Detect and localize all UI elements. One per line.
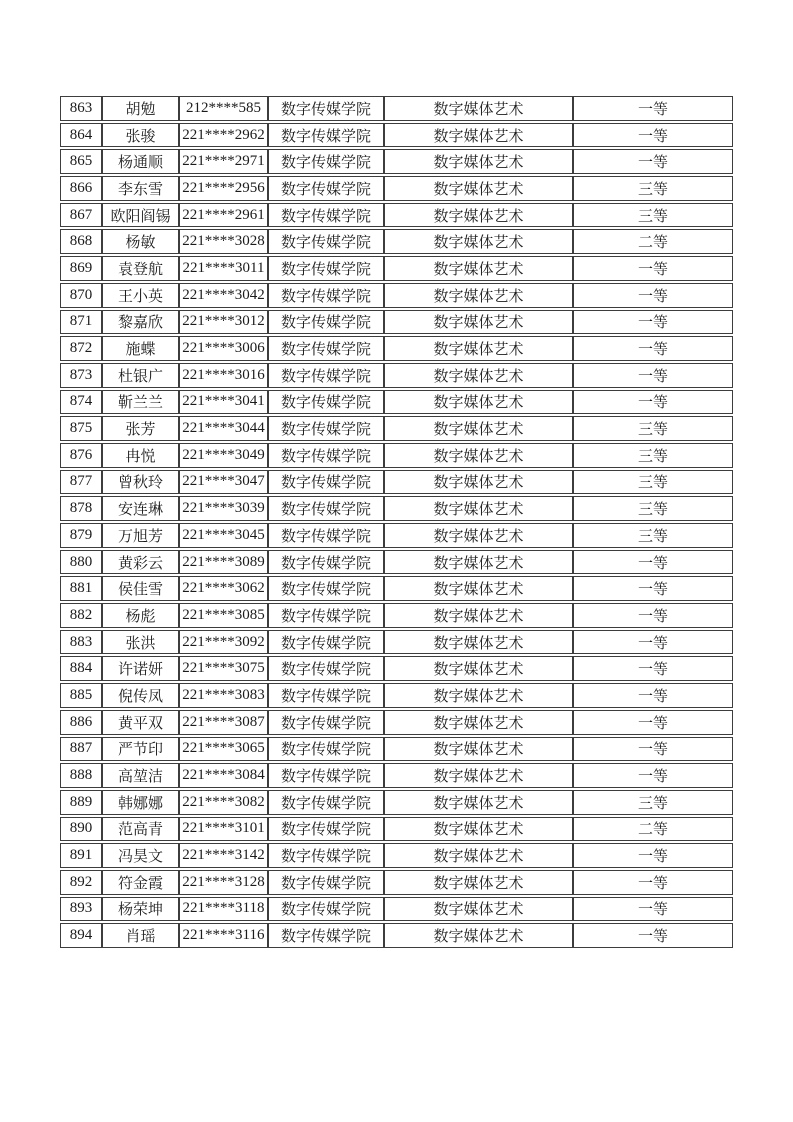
cell-student-name: 高堃洁 — [102, 763, 179, 788]
cell-college: 数字传媒学院 — [268, 550, 384, 575]
cell-student-name: 符金霞 — [102, 870, 179, 895]
cell-student-id: 221****3042 — [179, 283, 268, 308]
cell-major: 数字媒体艺术 — [384, 443, 573, 468]
cell-major: 数字媒体艺术 — [384, 470, 573, 495]
cell-college: 数字传媒学院 — [268, 123, 384, 148]
cell-college: 数字传媒学院 — [268, 390, 384, 415]
cell-student-name: 张骏 — [102, 123, 179, 148]
cell-major: 数字媒体艺术 — [384, 897, 573, 922]
cell-award-level: 三等 — [573, 416, 733, 441]
cell-award-level: 一等 — [573, 843, 733, 868]
cell-row-number: 889 — [60, 790, 102, 815]
cell-student-id: 212****585 — [179, 96, 268, 121]
cell-major: 数字媒体艺术 — [384, 843, 573, 868]
cell-row-number: 867 — [60, 203, 102, 228]
cell-student-id: 221****3016 — [179, 363, 268, 388]
table-row — [60, 523, 733, 548]
cell-student-name: 杨通顺 — [102, 149, 179, 174]
cell-award-level: 一等 — [573, 630, 733, 655]
cell-major: 数字媒体艺术 — [384, 683, 573, 708]
cell-major: 数字媒体艺术 — [384, 390, 573, 415]
cell-row-number: 870 — [60, 283, 102, 308]
cell-student-name: 施蝶 — [102, 336, 179, 361]
table-row — [60, 390, 733, 415]
cell-award-level: 一等 — [573, 710, 733, 735]
cell-college: 数字传媒学院 — [268, 523, 384, 548]
cell-college: 数字传媒学院 — [268, 630, 384, 655]
cell-student-id: 221****2956 — [179, 176, 268, 201]
table-row — [60, 897, 733, 922]
table-row — [60, 630, 733, 655]
cell-row-number: 888 — [60, 763, 102, 788]
cell-row-number: 865 — [60, 149, 102, 174]
cell-student-name: 王小英 — [102, 283, 179, 308]
cell-major: 数字媒体艺术 — [384, 96, 573, 121]
cell-student-name: 袁登航 — [102, 256, 179, 281]
cell-student-name: 杨荣坤 — [102, 897, 179, 922]
cell-college: 数字传媒学院 — [268, 363, 384, 388]
cell-major: 数字媒体艺术 — [384, 710, 573, 735]
cell-student-id: 221****3082 — [179, 790, 268, 815]
cell-college: 数字传媒学院 — [268, 923, 384, 948]
cell-student-name: 靳兰兰 — [102, 390, 179, 415]
table-row — [60, 843, 733, 868]
cell-award-level: 二等 — [573, 229, 733, 254]
table-row — [60, 176, 733, 201]
cell-award-level: 一等 — [573, 763, 733, 788]
cell-student-name: 万旭芳 — [102, 523, 179, 548]
table-row — [60, 149, 733, 174]
table-row — [60, 123, 733, 148]
cell-row-number: 884 — [60, 656, 102, 681]
cell-award-level: 一等 — [573, 390, 733, 415]
cell-college: 数字传媒学院 — [268, 256, 384, 281]
cell-student-id: 221****3142 — [179, 843, 268, 868]
cell-award-level: 一等 — [573, 603, 733, 628]
table-row — [60, 710, 733, 735]
cell-award-level: 一等 — [573, 310, 733, 335]
cell-major: 数字媒体艺术 — [384, 176, 573, 201]
cell-row-number: 879 — [60, 523, 102, 548]
cell-row-number: 890 — [60, 817, 102, 842]
cell-student-id: 221****3101 — [179, 817, 268, 842]
cell-college: 数字传媒学院 — [268, 470, 384, 495]
cell-college: 数字传媒学院 — [268, 683, 384, 708]
cell-row-number: 863 — [60, 96, 102, 121]
cell-award-level: 一等 — [573, 897, 733, 922]
cell-major: 数字媒体艺术 — [384, 229, 573, 254]
cell-college: 数字传媒学院 — [268, 149, 384, 174]
table-row — [60, 496, 733, 521]
cell-award-level: 三等 — [573, 790, 733, 815]
table-row — [60, 96, 733, 121]
cell-college: 数字传媒学院 — [268, 790, 384, 815]
cell-student-name: 张洪 — [102, 630, 179, 655]
cell-row-number: 873 — [60, 363, 102, 388]
cell-award-level: 三等 — [573, 176, 733, 201]
cell-row-number: 886 — [60, 710, 102, 735]
table-row — [60, 416, 733, 441]
cell-major: 数字媒体艺术 — [384, 817, 573, 842]
table-row — [60, 737, 733, 762]
cell-row-number: 891 — [60, 843, 102, 868]
cell-major: 数字媒体艺术 — [384, 283, 573, 308]
cell-college: 数字传媒学院 — [268, 737, 384, 762]
cell-student-name: 杨敏 — [102, 229, 179, 254]
cell-student-id: 221****3011 — [179, 256, 268, 281]
cell-student-name: 黄彩云 — [102, 550, 179, 575]
table-row — [60, 763, 733, 788]
cell-row-number: 882 — [60, 603, 102, 628]
cell-student-name: 范高青 — [102, 817, 179, 842]
cell-major: 数字媒体艺术 — [384, 656, 573, 681]
cell-student-name: 黎嘉欣 — [102, 310, 179, 335]
cell-student-id: 221****2971 — [179, 149, 268, 174]
cell-major: 数字媒体艺术 — [384, 737, 573, 762]
cell-student-id: 221****3075 — [179, 656, 268, 681]
cell-student-name: 肖瑶 — [102, 923, 179, 948]
cell-student-name: 李东雪 — [102, 176, 179, 201]
cell-student-id: 221****3092 — [179, 630, 268, 655]
cell-row-number: 885 — [60, 683, 102, 708]
cell-student-name: 韩娜娜 — [102, 790, 179, 815]
cell-student-id: 221****3084 — [179, 763, 268, 788]
cell-major: 数字媒体艺术 — [384, 630, 573, 655]
cell-student-name: 安连琳 — [102, 496, 179, 521]
cell-row-number: 871 — [60, 310, 102, 335]
cell-student-name: 张芳 — [102, 416, 179, 441]
cell-major: 数字媒体艺术 — [384, 310, 573, 335]
cell-student-name: 黄平双 — [102, 710, 179, 735]
table-row — [60, 470, 733, 495]
table-row — [60, 790, 733, 815]
cell-row-number: 880 — [60, 550, 102, 575]
cell-student-name: 杜银广 — [102, 363, 179, 388]
table-row — [60, 310, 733, 335]
cell-row-number: 887 — [60, 737, 102, 762]
cell-student-name: 侯佳雪 — [102, 576, 179, 601]
cell-row-number: 878 — [60, 496, 102, 521]
cell-student-id: 221****3083 — [179, 683, 268, 708]
table-row — [60, 576, 733, 601]
cell-student-name: 冯昊文 — [102, 843, 179, 868]
cell-student-name: 欧阳阎锡 — [102, 203, 179, 228]
cell-major: 数字媒体艺术 — [384, 256, 573, 281]
cell-major: 数字媒体艺术 — [384, 416, 573, 441]
cell-row-number: 877 — [60, 470, 102, 495]
cell-major: 数字媒体艺术 — [384, 203, 573, 228]
table-row — [60, 336, 733, 361]
table-row — [60, 817, 733, 842]
cell-award-level: 三等 — [573, 496, 733, 521]
award-table-body — [60, 96, 733, 948]
cell-student-id: 221****3006 — [179, 336, 268, 361]
table-row — [60, 870, 733, 895]
cell-college: 数字传媒学院 — [268, 176, 384, 201]
cell-row-number: 892 — [60, 870, 102, 895]
cell-award-level: 一等 — [573, 683, 733, 708]
cell-student-id: 221****2961 — [179, 203, 268, 228]
cell-college: 数字传媒学院 — [268, 443, 384, 468]
cell-major: 数字媒体艺术 — [384, 523, 573, 548]
cell-student-id: 221****2962 — [179, 123, 268, 148]
table-row — [60, 229, 733, 254]
cell-row-number: 868 — [60, 229, 102, 254]
cell-award-level: 二等 — [573, 817, 733, 842]
cell-student-id: 221****3128 — [179, 870, 268, 895]
cell-college: 数字传媒学院 — [268, 496, 384, 521]
cell-award-level: 一等 — [573, 576, 733, 601]
cell-award-level: 一等 — [573, 256, 733, 281]
cell-college: 数字传媒学院 — [268, 710, 384, 735]
cell-row-number: 883 — [60, 630, 102, 655]
cell-major: 数字媒体艺术 — [384, 363, 573, 388]
cell-major: 数字媒体艺术 — [384, 870, 573, 895]
cell-student-id: 221****3116 — [179, 923, 268, 948]
cell-student-name: 严节印 — [102, 737, 179, 762]
cell-student-name: 曾秋玲 — [102, 470, 179, 495]
cell-major: 数字媒体艺术 — [384, 336, 573, 361]
cell-college: 数字传媒学院 — [268, 603, 384, 628]
cell-award-level: 一等 — [573, 123, 733, 148]
table-row — [60, 603, 733, 628]
cell-student-id: 221****3087 — [179, 710, 268, 735]
cell-major: 数字媒体艺术 — [384, 923, 573, 948]
cell-student-id: 221****3118 — [179, 897, 268, 922]
cell-row-number: 874 — [60, 390, 102, 415]
table-row — [60, 443, 733, 468]
award-table — [60, 94, 733, 950]
cell-student-id: 221****3041 — [179, 390, 268, 415]
cell-student-name: 杨彪 — [102, 603, 179, 628]
cell-award-level: 一等 — [573, 870, 733, 895]
cell-student-id: 221****3085 — [179, 603, 268, 628]
cell-major: 数字媒体艺术 — [384, 149, 573, 174]
cell-student-name: 冉悦 — [102, 443, 179, 468]
cell-college: 数字传媒学院 — [268, 576, 384, 601]
cell-award-level: 三等 — [573, 203, 733, 228]
cell-award-level: 一等 — [573, 283, 733, 308]
cell-college: 数字传媒学院 — [268, 416, 384, 441]
table-row — [60, 923, 733, 948]
cell-student-id: 221****3047 — [179, 470, 268, 495]
cell-row-number: 872 — [60, 336, 102, 361]
table-row — [60, 363, 733, 388]
table-row — [60, 656, 733, 681]
table-row — [60, 683, 733, 708]
cell-student-id: 221****3044 — [179, 416, 268, 441]
table-row — [60, 256, 733, 281]
cell-row-number: 869 — [60, 256, 102, 281]
cell-row-number: 893 — [60, 897, 102, 922]
cell-row-number: 864 — [60, 123, 102, 148]
table-row — [60, 203, 733, 228]
cell-student-id: 221****3065 — [179, 737, 268, 762]
cell-college: 数字传媒学院 — [268, 203, 384, 228]
cell-college: 数字传媒学院 — [268, 96, 384, 121]
cell-student-id: 221****3012 — [179, 310, 268, 335]
cell-award-level: 一等 — [573, 550, 733, 575]
cell-award-level: 一等 — [573, 336, 733, 361]
cell-major: 数字媒体艺术 — [384, 790, 573, 815]
cell-college: 数字传媒学院 — [268, 897, 384, 922]
cell-award-level: 一等 — [573, 96, 733, 121]
cell-college: 数字传媒学院 — [268, 336, 384, 361]
cell-student-id: 221****3028 — [179, 229, 268, 254]
cell-student-id: 221****3039 — [179, 496, 268, 521]
cell-row-number: 894 — [60, 923, 102, 948]
cell-award-level: 一等 — [573, 923, 733, 948]
cell-row-number: 881 — [60, 576, 102, 601]
cell-college: 数字传媒学院 — [268, 870, 384, 895]
cell-row-number: 875 — [60, 416, 102, 441]
cell-row-number: 876 — [60, 443, 102, 468]
cell-major: 数字媒体艺术 — [384, 550, 573, 575]
cell-college: 数字传媒学院 — [268, 229, 384, 254]
cell-award-level: 三等 — [573, 523, 733, 548]
cell-student-id: 221****3089 — [179, 550, 268, 575]
cell-student-id: 221****3045 — [179, 523, 268, 548]
cell-award-level: 一等 — [573, 737, 733, 762]
cell-college: 数字传媒学院 — [268, 656, 384, 681]
table-row — [60, 550, 733, 575]
cell-major: 数字媒体艺术 — [384, 763, 573, 788]
cell-student-name: 许诺妍 — [102, 656, 179, 681]
cell-major: 数字媒体艺术 — [384, 123, 573, 148]
cell-award-level: 一等 — [573, 149, 733, 174]
table-row — [60, 283, 733, 308]
cell-student-name: 倪传凤 — [102, 683, 179, 708]
cell-college: 数字传媒学院 — [268, 843, 384, 868]
cell-student-name: 胡勉 — [102, 96, 179, 121]
cell-major: 数字媒体艺术 — [384, 496, 573, 521]
cell-student-id: 221****3062 — [179, 576, 268, 601]
cell-college: 数字传媒学院 — [268, 310, 384, 335]
cell-major: 数字媒体艺术 — [384, 603, 573, 628]
cell-row-number: 866 — [60, 176, 102, 201]
cell-award-level: 三等 — [573, 443, 733, 468]
cell-student-id: 221****3049 — [179, 443, 268, 468]
cell-award-level: 一等 — [573, 363, 733, 388]
cell-major: 数字媒体艺术 — [384, 576, 573, 601]
cell-award-level: 一等 — [573, 656, 733, 681]
cell-college: 数字传媒学院 — [268, 763, 384, 788]
cell-college: 数字传媒学院 — [268, 283, 384, 308]
cell-award-level: 三等 — [573, 470, 733, 495]
cell-college: 数字传媒学院 — [268, 817, 384, 842]
